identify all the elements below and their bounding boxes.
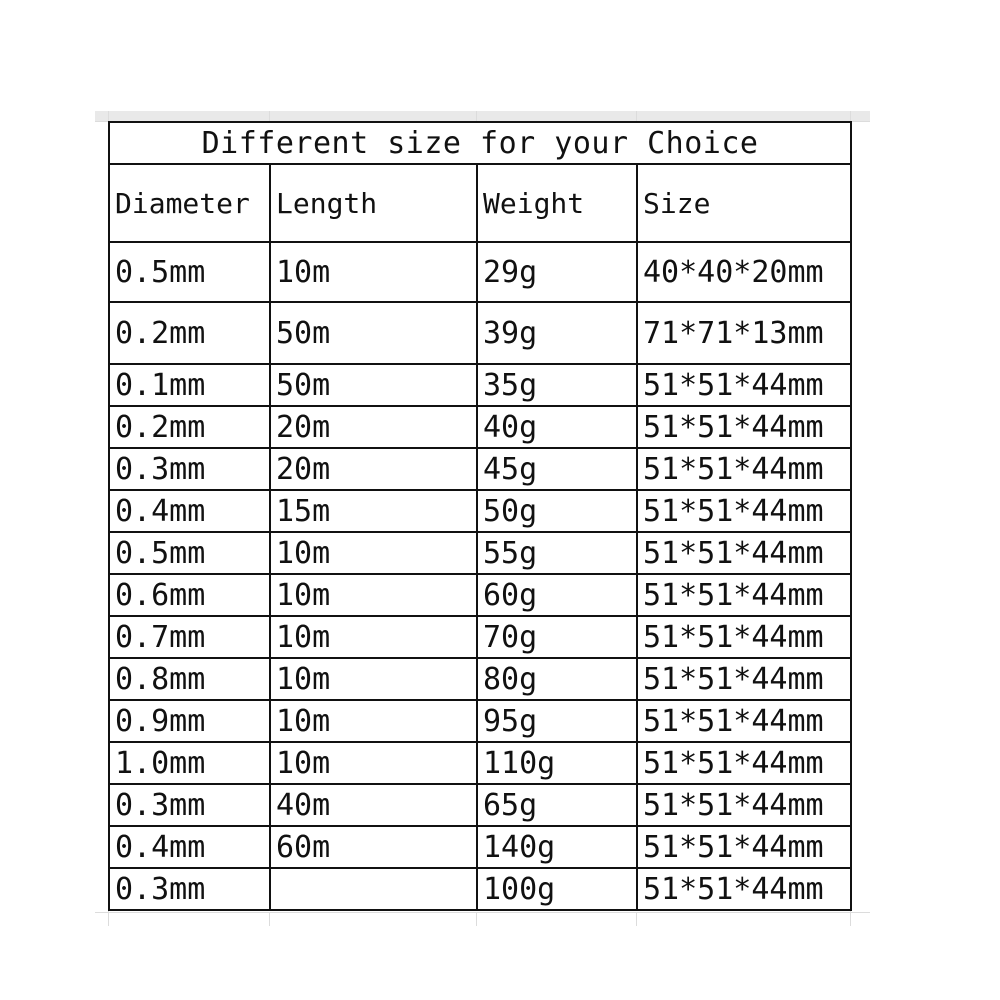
cell-size: 51*51*44mm (637, 784, 851, 826)
table-row (109, 242, 851, 302)
cell-length: 20m (270, 406, 477, 448)
cell-size: 51*51*44mm (637, 742, 851, 784)
header-row (109, 164, 851, 242)
cell-size: 51*51*44mm (637, 868, 851, 910)
cell-length: 10m (270, 658, 477, 700)
cell-weight: 40g (477, 406, 637, 448)
sheet-gridline (269, 912, 270, 926)
cell-weight: 55g (477, 532, 637, 574)
cell-length: 60m (270, 826, 477, 868)
cell-weight: 39g (477, 302, 637, 364)
table-title: Different size for your Choice (109, 122, 851, 164)
cell-length: 10m (270, 242, 477, 302)
cell-size: 51*51*44mm (637, 490, 851, 532)
cell-weight: 110g (477, 742, 637, 784)
cell-length: 10m (270, 574, 477, 616)
cell-diameter: 0.2mm (109, 302, 270, 364)
table-row (109, 490, 851, 532)
cell-diameter: 0.5mm (109, 532, 270, 574)
cell-weight: 45g (477, 448, 637, 490)
cell-diameter: 0.3mm (109, 448, 270, 490)
cell-length: 10m (270, 616, 477, 658)
table-row (109, 616, 851, 658)
cell-diameter: 0.9mm (109, 700, 270, 742)
cell-diameter: 0.4mm (109, 490, 270, 532)
cell-weight: 35g (477, 364, 637, 406)
cell-length (270, 868, 477, 910)
cell-diameter: 0.6mm (109, 574, 270, 616)
cell-length: 10m (270, 700, 477, 742)
table-row (109, 364, 851, 406)
cell-diameter: 0.3mm (109, 784, 270, 826)
cell-size: 51*51*44mm (637, 574, 851, 616)
cell-weight: 60g (477, 574, 637, 616)
cell-length: 15m (270, 490, 477, 532)
cell-weight: 140g (477, 826, 637, 868)
title-row (109, 122, 851, 164)
table-row (109, 658, 851, 700)
cell-weight: 100g (477, 868, 637, 910)
cell-length: 50m (270, 364, 477, 406)
cell-size: 51*51*44mm (637, 406, 851, 448)
table-row (109, 406, 851, 448)
table-row (109, 742, 851, 784)
table-row (109, 868, 851, 910)
cell-length: 50m (270, 302, 477, 364)
cell-diameter: 1.0mm (109, 742, 270, 784)
cell-size: 40*40*20mm (637, 242, 851, 302)
cell-size: 51*51*44mm (637, 616, 851, 658)
cell-weight: 80g (477, 658, 637, 700)
sheet-gridline (476, 912, 477, 926)
table-row (109, 302, 851, 364)
cell-diameter: 0.1mm (109, 364, 270, 406)
table-row (109, 700, 851, 742)
cell-weight: 95g (477, 700, 637, 742)
cell-diameter: 0.7mm (109, 616, 270, 658)
cell-weight: 50g (477, 490, 637, 532)
cell-diameter: 0.8mm (109, 658, 270, 700)
header-diameter: Diameter (109, 164, 270, 242)
size-table (108, 121, 852, 911)
cell-size: 51*51*44mm (637, 364, 851, 406)
header-weight: Weight (477, 164, 637, 242)
table-row (109, 448, 851, 490)
sheet-gridline-top (95, 111, 870, 121)
table-row (109, 784, 851, 826)
cell-length: 40m (270, 784, 477, 826)
cell-diameter: 0.4mm (109, 826, 270, 868)
cell-length: 10m (270, 532, 477, 574)
cell-size: 51*51*44mm (637, 658, 851, 700)
cell-weight: 70g (477, 616, 637, 658)
cell-diameter: 0.5mm (109, 242, 270, 302)
cell-size: 71*71*13mm (637, 302, 851, 364)
sheet-gridline (636, 912, 637, 926)
table-row (109, 532, 851, 574)
sheet-gridline (95, 912, 870, 913)
cell-size: 51*51*44mm (637, 448, 851, 490)
cell-diameter: 0.2mm (109, 406, 270, 448)
header-length: Length (270, 164, 477, 242)
cell-weight: 29g (477, 242, 637, 302)
cell-size: 51*51*44mm (637, 826, 851, 868)
header-size: Size (637, 164, 851, 242)
table-row (109, 574, 851, 616)
table-row (109, 826, 851, 868)
cell-weight: 65g (477, 784, 637, 826)
cell-size: 51*51*44mm (637, 532, 851, 574)
cell-diameter: 0.3mm (109, 868, 270, 910)
cell-length: 20m (270, 448, 477, 490)
cell-length: 10m (270, 742, 477, 784)
cell-size: 51*51*44mm (637, 700, 851, 742)
